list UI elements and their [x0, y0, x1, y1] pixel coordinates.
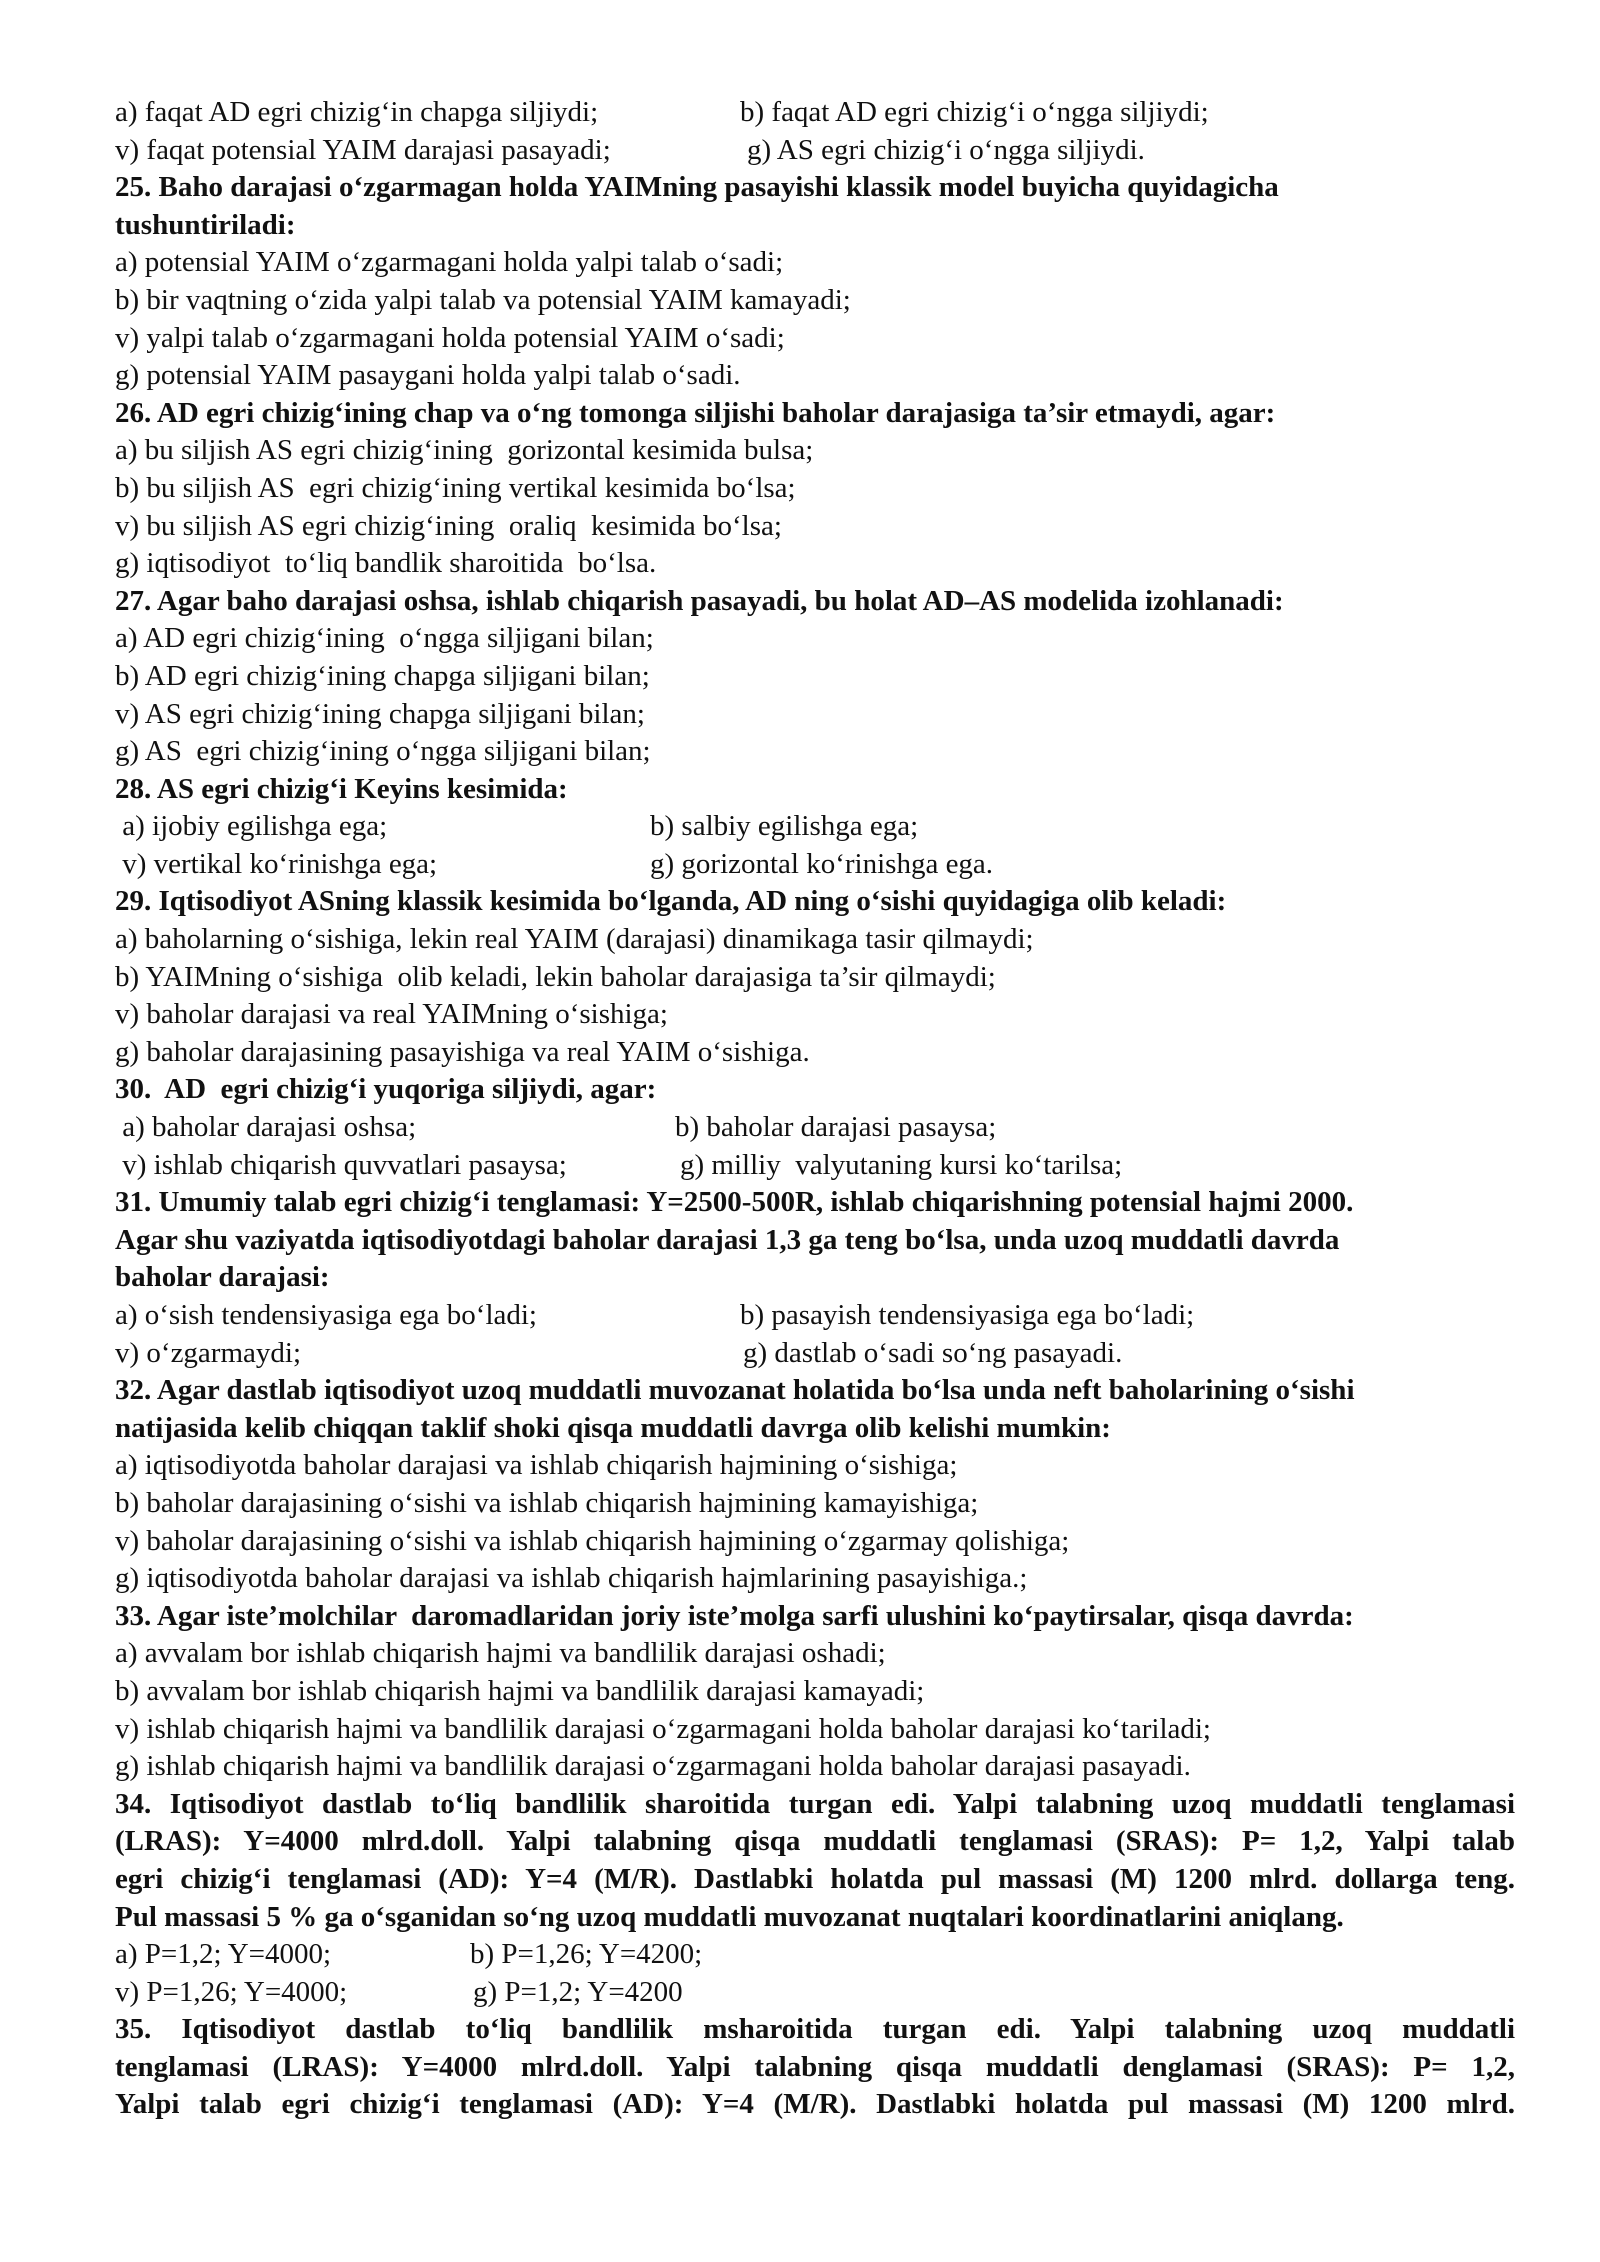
question-text: natijasida kelib chiqqan taklif shoki qisqa muddatli davrga olib kelishi mumkin: — [115, 1411, 1111, 1444]
answer-option: b) AD egri chizig‘ining chapga siljigani bilan; — [115, 659, 650, 692]
answer-option: a) AD egri chizig‘ining o‘ngga siljigani bilan; — [115, 622, 654, 655]
answer-option: g) milliy valyutaning kursi ko‘tarilsa; — [680, 1148, 1123, 1181]
question-text: 30. AD egri chizig‘i yuqoriga siljiydi, agar: — [115, 1073, 657, 1106]
question-text: baholar darajasi: — [115, 1261, 330, 1294]
answer-option: a) avvalam bor ishlab chiqarish hajmi va bandlilik darajasi oshadi; — [115, 1637, 886, 1670]
answer-option: a) bu siljish AS egri chizig‘ining gorizontal kesimida bulsa; — [115, 434, 814, 467]
answer-options-row — [115, 1147, 1515, 1185]
answer-option: v) baholar darajasining o‘sishi va ishlab chiqarish hajmining o‘zgarmay qolishiga; — [115, 1524, 1070, 1557]
answer-option: b) avvalam bor ishlab chiqarish hajmi va bandlilik darajasi kamayadi; — [115, 1674, 925, 1707]
answer-option: v) o‘zgarmaydi; — [115, 1336, 302, 1369]
answer-option: v) ishlab chiqarish hajmi va bandlilik darajasi o‘zgarmagani holda baholar darajasi ko‘tariladi; — [115, 1712, 1211, 1745]
question-text: Agar shu vaziyatda iqtisodiyotdagi baholar darajasi 1,3 ga teng bo‘lsa, unda uzoq muddatli davrda — [115, 1223, 1340, 1256]
question-text: 33. Agar iste’molchilar daromadlaridan joriy iste’molga sarfi ulushini ko‘paytirsalar, qisqa davrda: — [115, 1599, 1354, 1632]
answer-options-row — [115, 132, 1515, 170]
answer-options-row — [115, 1109, 1515, 1147]
document-page — [115, 94, 1515, 2124]
answer-option: v) yalpi talab o‘zgarmagani holda potensial YAIM o‘sadi; — [115, 321, 785, 354]
answer-option: g) P=1,2; Y=4200 — [473, 1975, 683, 2008]
answer-option: b) baholar darajasi pasaysa; — [675, 1111, 997, 1144]
answer-option: a) P=1,2; Y=4000; — [115, 1938, 332, 1971]
answer-option: b) salbiy egilishga ega; — [650, 810, 919, 843]
question-text: (LRAS): Y=4000 mlrd.doll. Yalpi talabning qisqa muddatli tenglamasi (SRAS): P= 1,2, Yalpi talab — [115, 1825, 1515, 1858]
answer-option: g) ishlab chiqarish hajmi va bandlilik darajasi o‘zgarmagani holda baholar darajasi pasayadi. — [115, 1750, 1191, 1783]
question-text: Pul massasi 5 % ga o‘sganidan so‘ng uzoq muddatli muvozanat nuqtalari koordinatlarini aniqlang. — [115, 1900, 1344, 1933]
answer-options-row — [115, 808, 1515, 846]
answer-options-row — [115, 846, 1515, 884]
answer-options-row — [115, 1297, 1515, 1335]
answer-option: a) o‘sish tendensiyasiga ega bo‘ladi; — [115, 1299, 537, 1331]
question-text: egri chizig‘i tenglamasi (AD): Y=4 (M/R). Dastlabki holatda pul massasi (M) 1200 mlrd. dollarga teng. — [115, 1862, 1515, 1895]
question-text: 35. Iqtisodiyot dastlab to‘liq bandlilik msharoitida turgan edi. Yalpi talabning uzoq muddatli — [115, 2013, 1515, 2046]
question-text: 29. Iqtisodiyot ASning klassik kesimida bo‘lganda, AD ning o‘sishi quyidagiga olib keladi: — [115, 885, 1227, 918]
answer-option: v) AS egri chizig‘ining chapga siljigani bilan; — [115, 697, 645, 730]
answer-option: a) ijobiy egilishga ega; — [115, 810, 388, 843]
question-text: tenglamasi (LRAS): Y=4000 mlrd.doll. Yalpi talabning qisqa muddatli denglamasi (SRAS): P= 1,2, — [115, 2050, 1515, 2083]
answer-option: g) iqtisodiyotda baholar darajasi va ishlab chiqarish hajmlarining pasayishiga.; — [115, 1562, 1028, 1595]
answer-option: b) bir vaqtning o‘zida yalpi talab va potensial YAIM kamayadi; — [115, 283, 851, 316]
answer-option: b) pasayish tendensiyasiga ega bo‘ladi; — [740, 1299, 1195, 1331]
answer-options-row — [115, 94, 1515, 132]
answer-option: b) baholar darajasining o‘sishi va ishlab chiqarish hajmining kamayishiga; — [115, 1486, 979, 1519]
answer-option: v) P=1,26; Y=4000; — [115, 1975, 348, 2008]
question-text: 25. Baho darajasi o‘zgarmagan holda YAIMning pasayishi klassik model buyicha quyidagicha — [115, 171, 1279, 204]
answer-option: v) ishlab chiqarish quvvatlari pasaysa; — [115, 1148, 567, 1181]
answer-option: a) potensial YAIM o‘zgarmagani holda yalpi talab o‘sadi; — [115, 246, 784, 279]
answer-option: g) potensial YAIM pasaygani holda yalpi talab o‘sadi. — [115, 359, 741, 392]
answer-option: b) YAIMning o‘sishiga olib keladi, lekin baholar darajasiga ta’sir qilmaydi; — [115, 960, 996, 993]
question-text: 27. Agar baho darajasi oshsa, ishlab chiqarish pasayadi, bu holat AD–AS modelida izohlanadi: — [115, 584, 1284, 617]
answer-option: a) iqtisodiyotda baholar darajasi va ishlab chiqarish hajmining o‘sishiga; — [115, 1449, 958, 1482]
answer-option: g) baholar darajasining pasayishiga va real YAIM o‘sishiga. — [115, 1035, 810, 1068]
answer-option: a) baholarning o‘sishiga, lekin real YAIM (darajasi) dinamikaga tasir qilmaydi; — [115, 923, 1034, 956]
answer-option: a) baholar darajasi oshsa; — [115, 1111, 417, 1144]
answer-option: v) vertikal ko‘rinishga ega; — [115, 847, 438, 880]
answer-option: a) faqat AD egri chizig‘in chapga siljiydi; — [115, 96, 599, 128]
answer-option: g) dastlab o‘sadi so‘ng pasayadi. — [743, 1336, 1123, 1369]
answer-option: g) iqtisodiyot to‘liq bandlik sharoitida bo‘lsa. — [115, 547, 657, 580]
answer-options-row — [115, 1974, 1515, 2012]
answer-option: g) gorizontal ko‘rinishga ega. — [650, 847, 994, 880]
question-text: 34. Iqtisodiyot dastlab to‘liq bandlilik sharoitida turgan edi. Yalpi talabning uzoq muddatli tenglamasi — [115, 1787, 1515, 1820]
question-text: Yalpi talab egri chizig‘i tenglamasi (AD): Y=4 (M/R). Dastlabki holatda pul massasi (M) 1200 mlrd. — [115, 2088, 1515, 2121]
answer-option: b) bu siljish AS egri chizig‘ining vertikal kesimida bo‘lsa; — [115, 471, 796, 504]
answer-option: b) P=1,26; Y=4200; — [470, 1938, 703, 1971]
question-text: 31. Umumiy talab egri chizig‘i tenglamasi: Y=2500-500R, ishlab chiqarishning potensial hajmi 2000. — [115, 1186, 1354, 1219]
answer-options-row — [115, 1936, 1515, 1974]
answer-option: v) bu siljish AS egri chizig‘ining oraliq kesimida bo‘lsa; — [115, 509, 782, 542]
answer-option: b) faqat AD egri chizig‘i o‘ngga siljiydi; — [740, 96, 1209, 128]
question-text: 32. Agar dastlab iqtisodiyot uzoq muddatli muvozanat holatida bo‘lsa unda neft baholarining o‘sishi — [115, 1374, 1355, 1407]
answer-option: g) AS egri chizig‘i o‘ngga siljiydi. — [747, 133, 1145, 166]
question-text: 26. AD egri chizig‘ining chap va o‘ng tomonga siljishi baholar darajasiga ta’sir etmaydi, agar: — [115, 396, 1276, 429]
answer-option: v) baholar darajasi va real YAIMning o‘sishiga; — [115, 998, 668, 1031]
answer-options-row — [115, 1335, 1515, 1373]
question-text: 28. AS egri chizig‘i Keyins kesimida: — [115, 772, 568, 805]
question-text: tushuntiriladi: — [115, 208, 296, 241]
answer-option: v) faqat potensial YAIM darajasi pasayadi; — [115, 133, 611, 166]
answer-option: g) AS egri chizig‘ining o‘ngga siljigani bilan; — [115, 735, 651, 768]
